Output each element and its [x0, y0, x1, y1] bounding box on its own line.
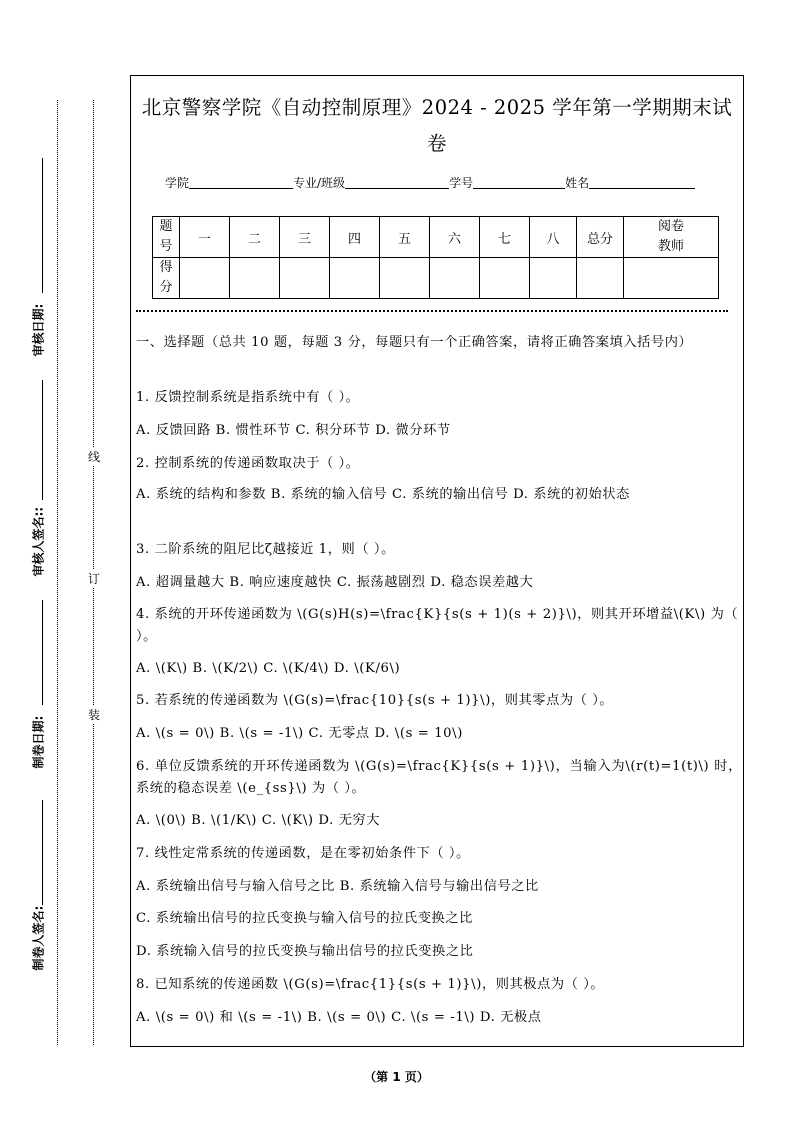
score-header-4: 四: [330, 217, 380, 258]
exam-title-line2: 卷: [426, 132, 447, 155]
question-6: 6. 单位反馈系统的开环传递函数为 \(G(s)=\frac{K}{s(s + 1)}\)，当输入为\(r(t)=1(t)\) 时，系统的稳态误差 \(e_{ss}\) 为（ ）。: [136, 759, 742, 796]
exam-title: [131, 90, 743, 162]
question-1-options: A. 反馈回路 B. 惯性环节 C. 积分环节 D. 微分环节: [136, 423, 451, 438]
score-row-char-1: 得: [159, 260, 173, 275]
review-date-label: 审核日期:: [31, 303, 46, 357]
question-5-options: A. \(s = 0\) B. \(s = -1\) C. 无零点 D. \(s = 10\): [136, 726, 463, 741]
question-4-options: A. \(K\) B. \(K/2\) C. \(K/4\) D. \(K/6\): [136, 661, 401, 676]
page-number: （第 1 页）: [364, 1070, 429, 1084]
score-table-score-row: [153, 258, 719, 299]
question-7-option-d: D. 系统输入信号的拉氏变换与输出信号的拉氏变换之比: [136, 944, 474, 959]
question-3: 3. 二阶系统的阻尼比ζ越接近 1，则（ ）。: [136, 542, 395, 557]
score-cell-8[interactable]: [530, 258, 577, 299]
question-3-options: A. 超调量越大 B. 响应速度越快 C. 振荡越剧烈 D. 稳态误差越大: [136, 575, 534, 590]
student-id-blank[interactable]: [473, 176, 565, 189]
question-2-options: A. 系统的结构和参数 B. 系统的输入信号 C. 系统的输出信号 D. 系统的初始状态: [136, 487, 630, 502]
name-label: 姓名: [565, 176, 590, 190]
question-1: 1. 反馈控制系统是指系统中有（ ）。: [136, 390, 360, 405]
major-class-label: 专业/班级: [293, 176, 346, 190]
binding-dotted-line-outer: [57, 100, 58, 1045]
score-header-1: 一: [180, 217, 230, 258]
question-8-options: A. \(s = 0\) 和 \(s = -1\) B. \(s = 0\) C. \(s = -1\) D. 无极点: [136, 1010, 542, 1025]
score-cell-3[interactable]: [280, 258, 330, 299]
major-class-blank[interactable]: [345, 176, 449, 189]
score-table: [152, 216, 719, 299]
college-blank[interactable]: [189, 176, 293, 189]
binding-word-line: 线: [87, 450, 100, 464]
score-header-total: 总分: [577, 217, 624, 258]
reviewer-sign-blank: [42, 380, 43, 500]
score-header-char-2: 号: [159, 239, 173, 254]
score-header-3: 三: [280, 217, 330, 258]
question-7-option-c: C. 系统输出信号的拉氏变换与输入信号的拉氏变换之比: [136, 911, 473, 926]
score-cell-1[interactable]: [180, 258, 230, 299]
score-cell-total[interactable]: [577, 258, 624, 299]
score-cell-5[interactable]: [380, 258, 430, 299]
question-5: 5. 若系统的传递函数为 \(G(s)=\frac{10}{s(s + 1)}\)，则其零点为（ ）。: [136, 693, 614, 708]
grader-label-2: 教师: [657, 239, 684, 254]
section-divider: [136, 310, 728, 312]
score-cell-2[interactable]: [230, 258, 280, 299]
question-6-options: A. \(0\) B. \(1/K\) C. \(K\) D. 无穷大: [136, 813, 381, 828]
binding-word-bind: 装: [87, 708, 100, 722]
question-8: 8. 已知系统的传递函数 \(G(s)=\frac{1}{s(s + 1)}\)，则其极点为（ ）。: [136, 977, 605, 992]
score-cell-4[interactable]: [330, 258, 380, 299]
exam-title-line1: 北京警察学院《自动控制原理》2024 - 2025 学年第一学期期末试: [141, 96, 733, 119]
name-blank[interactable]: [589, 176, 695, 189]
score-header-7: 七: [480, 217, 530, 258]
reviewer-sign-label: 审核人签名::: [31, 506, 46, 577]
question-2: 2. 控制系统的传递函数取决于（ ）。: [136, 456, 360, 471]
compile-date-blank: [42, 600, 43, 705]
student-info-row: [165, 174, 695, 191]
compiler-sign-blank: [42, 800, 43, 905]
question-7: 7. 线性定常系统的传递函数，是在零初始条件下（ ）。: [136, 846, 470, 861]
score-header-question-number: [153, 217, 180, 258]
score-cell-7[interactable]: [480, 258, 530, 299]
binding-word-order: 订: [87, 572, 100, 586]
section-heading: 一、选择题（总共 10 题，每题 3 分，每题只有一个正确答案，请将正确答案填入括号内）: [136, 335, 693, 350]
score-header-8: 八: [530, 217, 577, 258]
score-table-header-row: [153, 217, 719, 258]
score-cell-6[interactable]: [430, 258, 480, 299]
review-date-blank: [42, 158, 43, 293]
question-4: 4. 系统的开环传递函数为 \(G(s)H(s)=\frac{K}{s(s + 1)(s + 2)}\)，则其开环增益\(K\) 为（ ）。: [136, 607, 739, 644]
score-header-char-1: 题: [159, 219, 173, 234]
score-row-char-2: 分: [159, 280, 173, 295]
score-row-label: [153, 258, 180, 299]
compiler-sign-label: 制卷人签名:: [31, 905, 46, 971]
grader-label-1: 阅卷: [657, 219, 684, 234]
score-header-grader: [624, 217, 719, 258]
score-header-6: 六: [430, 217, 480, 258]
compile-date-label: 制卷日期:: [31, 715, 46, 769]
question-7-option-ab: A. 系统输出信号与输入信号之比 B. 系统输入信号与输出信号之比: [136, 879, 539, 894]
student-id-label: 学号: [449, 176, 474, 190]
score-cell-grader[interactable]: [624, 258, 719, 299]
exam-paper-frame: [130, 75, 744, 1047]
score-header-5: 五: [380, 217, 430, 258]
college-label: 学院: [165, 176, 190, 190]
score-header-2: 二: [230, 217, 280, 258]
